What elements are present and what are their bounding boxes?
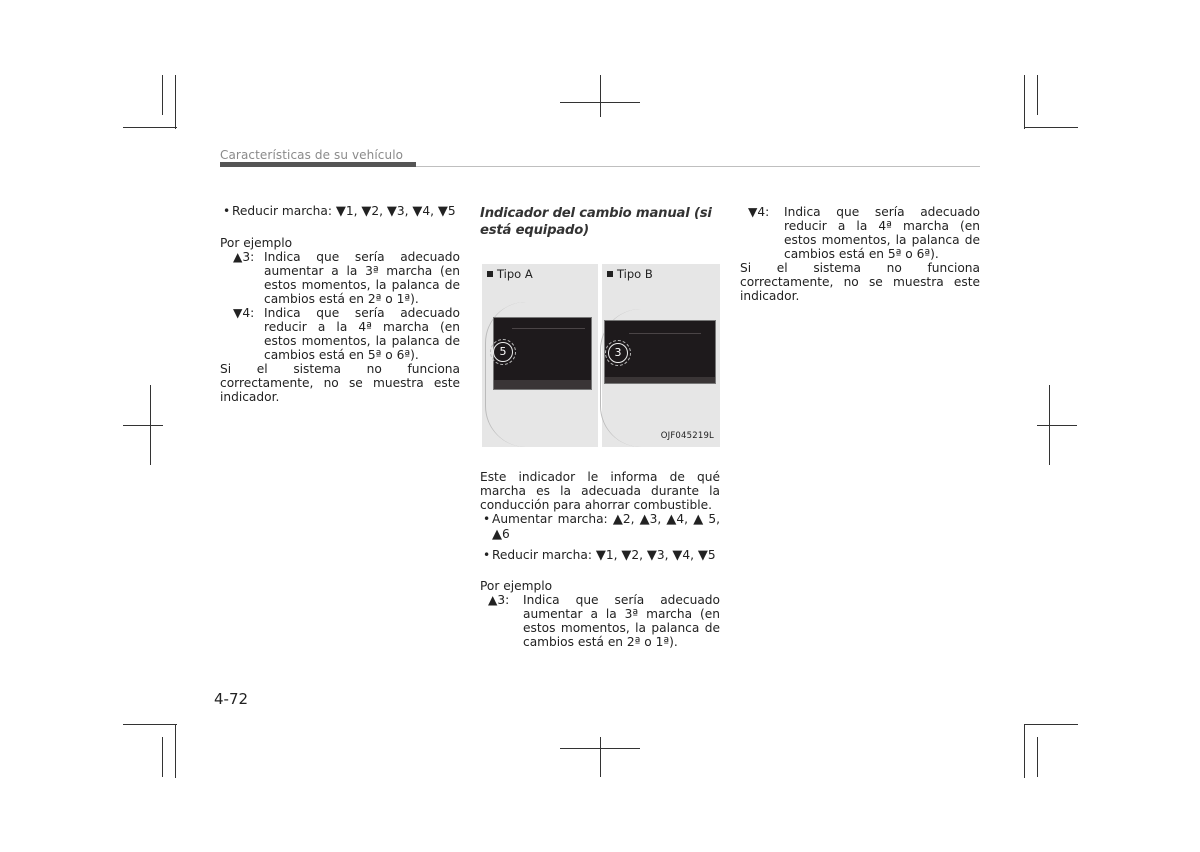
figure-panel-type-b [602,264,720,447]
up-triangle-icon: ▲ [612,512,623,527]
item-text: Indica que sería adecuado reducir a la 4ª marcha (en estos momentos, la palanca de cambios está en 5ª o 6ª). [784,205,980,261]
figure-gear-indicator [482,264,720,447]
list-item [220,250,460,306]
note-text: Si el sistema no funciona correctamente, no se muestra este indicador. [220,362,460,404]
figure-code: OJF045219L [660,431,714,441]
type-b-label: Tipo B [617,267,653,281]
header-rule [416,166,980,167]
running-header [220,146,980,170]
increase-gear-bullet: • Aumentar marcha: ▲2, ▲3, ▲4, ▲ 5, ▲6 [483,512,720,542]
intro-text: Este indicador le informa de qué marcha es la adecuada durante la conducción para ahorrar combustible. [480,470,720,512]
gear-indicator: 3 [608,343,628,363]
square-bullet-icon [607,271,613,277]
up-triangle-icon: ▲ [639,512,650,527]
column-right [740,205,980,303]
down-triangle-icon: ▼ [386,204,397,219]
item-key: ▼4: [233,306,255,320]
list-item [480,593,720,649]
section-title: Características de su vehículo [220,148,404,162]
item-text: Indica que sería adecuado aumentar a la 3ª marcha (en estos momentos, la palanca de cambios está en 2ª o 1ª). [523,593,720,649]
item-text: Indica que sería adecuado aumentar a la 3ª marcha (en estos momentos, la palanca de cambios está en 2ª o 1ª). [264,250,460,306]
example-label: Por ejemplo [480,579,553,593]
note-text: Si el sistema no funciona correctamente, no se muestra este indicador. [740,261,980,303]
up-triangle-icon: ▲ [492,527,502,542]
down-triangle-icon: ▼ [646,548,657,563]
down-triangle-icon: ▼ [412,204,423,219]
header-bar [220,162,416,167]
reduce-gear-bullet: • Reducir marcha: ▼1, ▼2, ▼3, ▼4, ▼5 [483,548,716,563]
list-item [220,306,460,362]
gear-indicator: 5 [493,342,513,362]
down-triangle-icon: ▼ [437,204,448,219]
example-label: Por ejemplo [220,236,293,250]
down-triangle-icon: ▼ [361,204,372,219]
column-left [220,204,460,404]
list-item [740,205,980,261]
up-triangle-icon: ▲ [666,512,677,527]
column-middle [480,205,720,649]
down-triangle-icon: ▼ [621,548,632,563]
item-key: ▲3: [233,250,255,264]
down-triangle-icon: ▼ [697,548,708,563]
reduce-gear-bullet: • Reducir marcha: ▼1, ▼2, ▼3, ▼4, ▼5 [223,204,456,219]
down-triangle-icon: ▼ [335,204,346,219]
item-text: Indica que sería adecuado reducir a la 4ª marcha (en estos momentos, la palanca de cambios está en 5ª o 6ª). [264,306,460,362]
down-triangle-icon: ▼ [672,548,683,563]
item-key: ▼4: [748,205,770,219]
figure-panel-type-a [482,264,598,447]
up-triangle-icon: ▲ [693,512,704,527]
item-key: ▲3: [488,593,510,607]
section-heading: Indicador del cambio manual (si está equipado) [480,206,712,238]
type-a-label: Tipo A [497,267,533,281]
down-triangle-icon: ▼ [595,548,606,563]
page-number: 4-72 [214,690,249,708]
square-bullet-icon [487,271,493,277]
